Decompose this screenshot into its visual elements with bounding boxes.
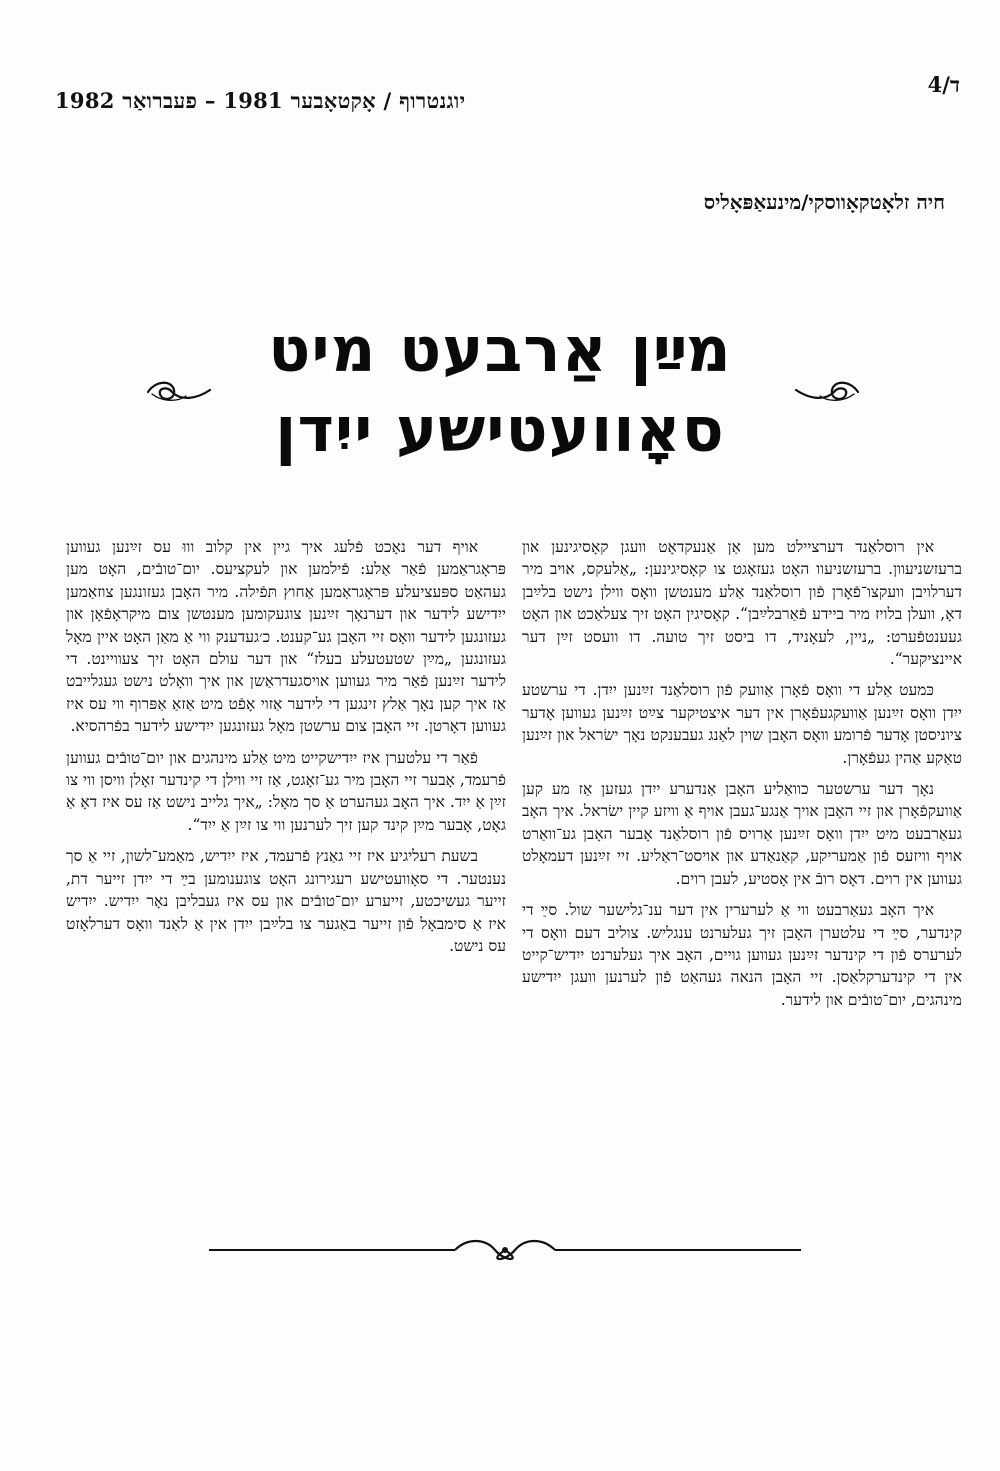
author-byline: חיה זלאָטקאָווסקי/מינעאַפּאָליס (703, 190, 945, 214)
paragraph: נאָך דער ערשטער כוואַליע האָבן אַנדערע ייִדן געזען אַז מע קען אַוועקפֿאָרן און זיי האָבן אויך אַנגע־געבן אויף אַ וויזע קיין ישׂראל. איך האָב געאַרבעט מיט ייִדן וואָס זײַנען אַרויס פֿון רוסלאַנד אָבער האָבן גע־וואַרט אויף וויזעס פֿון אַמעריקע, קאַנאַדע און אויסט־ראַליע. זיי זײַנען דעמאָלט געווען אין רוים. דאָס רובֿ אין אָסטיע, לעבן רוים. (522, 780, 962, 888)
paragraph: פֿאַר די עלטערן איז ייִדישקייט מיט אַלע מינהגים און יום־טובֿים געווען פֿרעמד, אָבער זיי האָבן מיר גע־זאָגט, אַז זיי ווילן די קינדער זאָלן וויסן ווי צו זײַן אַ ייִד. איך האָב געהערט אַ סך מאָל: „איך גלייב נישט אַז עס איז דאָ אַ גאָט, אָבער מײַן קינד קען זיך לערנען ווי צו זײַן אַ ייִד“. (66, 748, 506, 834)
paragraph: אויף דער נאָכט פֿלעג איך גיין אין קלוב וווּ עס זײַנען געווען פּראָגראַמען פֿאַר אַלע: פֿילמען און לעקציעס. יום־טובֿים, האָט מען געהאַט ספּעציעלע פּראָגראַמען אַחוץ תּפֿילה. מיר האָבן געזונגען צוזאַמען ייִדישע לידער און דערנאָך זײַנען צוגעקומען מענטשן צום מיקראָפֿאָן און געזונגען לידער וואָס זיי האָבן גע־קענט. כ׳געדענק ווי אַ מאַן האָט איין מאָל געזונגען „מײַן שטעטעלע בעלז“ און דער עולם האָט זיך צעוויינט. די לידער זײַנען פֿאַר מיר געווען אויסגעדראַשן און איך וואָלט נישט געגלייבט אַז איך קען נאָך אַלץ זינגען די לידער אַזוי אָפֿט מיט אַזאַ אַפּרוף ווי עס איז געווען דאָרטן. זיי האָבן צום ערשטן מאָל געזונגען ייִדישע לידער בפֿרהסיא. (66, 538, 506, 736)
paragraph: איך האָב געאַרבעט ווי אַ לערערין אין דער ענ־גלישער שול. סײַ די קינדער, סײַ די עלטערן האָבן זיך געלערנט ענגליש. צוליב דעם וואָס די לערערס פֿון די קינדער זײַנען געווען גויים, האָב איך געלערנט ייִדיש־קייט אין די קינדערקלאַסן. זיי האָבן הנאה געהאַט פֿון לערנען וועגן ייִדישע מינהגים, יום־טובֿים און לידער. (522, 901, 962, 1009)
ornamental-rule (205, 1235, 805, 1265)
flourish-ornament-right (788, 372, 868, 412)
publication-line: יוגנטרוף / אָקטאָבער 1981 – פעברואַר 1982 (55, 88, 466, 113)
paragraph: אין רוסלאַנד דערציילט מען אַן אַנעקדאָט וועגן קאָסיגינען און ברעזשניעוון. ברעזשניעוו האָט געזאָגט צו קאָסיגינען: „אַלעקס, אויב מיר דערלויבן וועקצו־פֿאָרן פֿון רוסלאַנד אַלע מענטשן וואָס ווילן נישט בלײַבן דאָ, וועלן בלויז מיר ביידע פֿאַרבלײַבן“. קאָסיגין האָט זיך צעלאַכט און האָט געענטפֿערט: „ניין, לעאָניד, דו ביסט זיך טועה. דו וועסט זײַן דער איינציקער“. (522, 538, 962, 669)
title-line-2: סאָוועטישע ייִדן (275, 393, 725, 466)
article-column-right (522, 536, 962, 1020)
flourish-ornament-left (138, 372, 218, 412)
article-column-left (66, 536, 506, 966)
paragraph: כּמעט אַלע די וואָס פֿאָרן אַוועק פֿון רוסלאַנד זײַנען ייִדן. די ערשטע ייִדן וואָס זײַנען אַוועקגעפֿאָרן אין דער איצטיקער צײַט זײַנען געווען אָדער ציוניסטן אָדער פֿרומע וואָס האָבן שוין לאַנג געבענקט נאָך ישׂראל און זײַנען טאַקע אַהין געפֿאָרן. (522, 681, 962, 767)
title-line-1: מײַן אַרבעט מיט (268, 313, 732, 386)
paragraph: בשעת רעליגיע איז זיי גאַנץ פֿרעמד, איז ייִדיש, מאַמע־לשון, זיי אַ סך נענטער. די סאָוועטישע רעגירונג האָט צוגענומען בײַ די ייִדן זייער דת, זייער געשיכטע, זייערע יום־טובֿים און עס איז געבליבן נאָר ייִדיש. ייִדיש איז אַ סימבאָל פֿון זייער באַגער צו בלײַבן ייִדן אין אַ לאַנד וואָס דערלאָזט עס נישט. (66, 847, 506, 955)
page-number: ד/4 (927, 72, 960, 97)
